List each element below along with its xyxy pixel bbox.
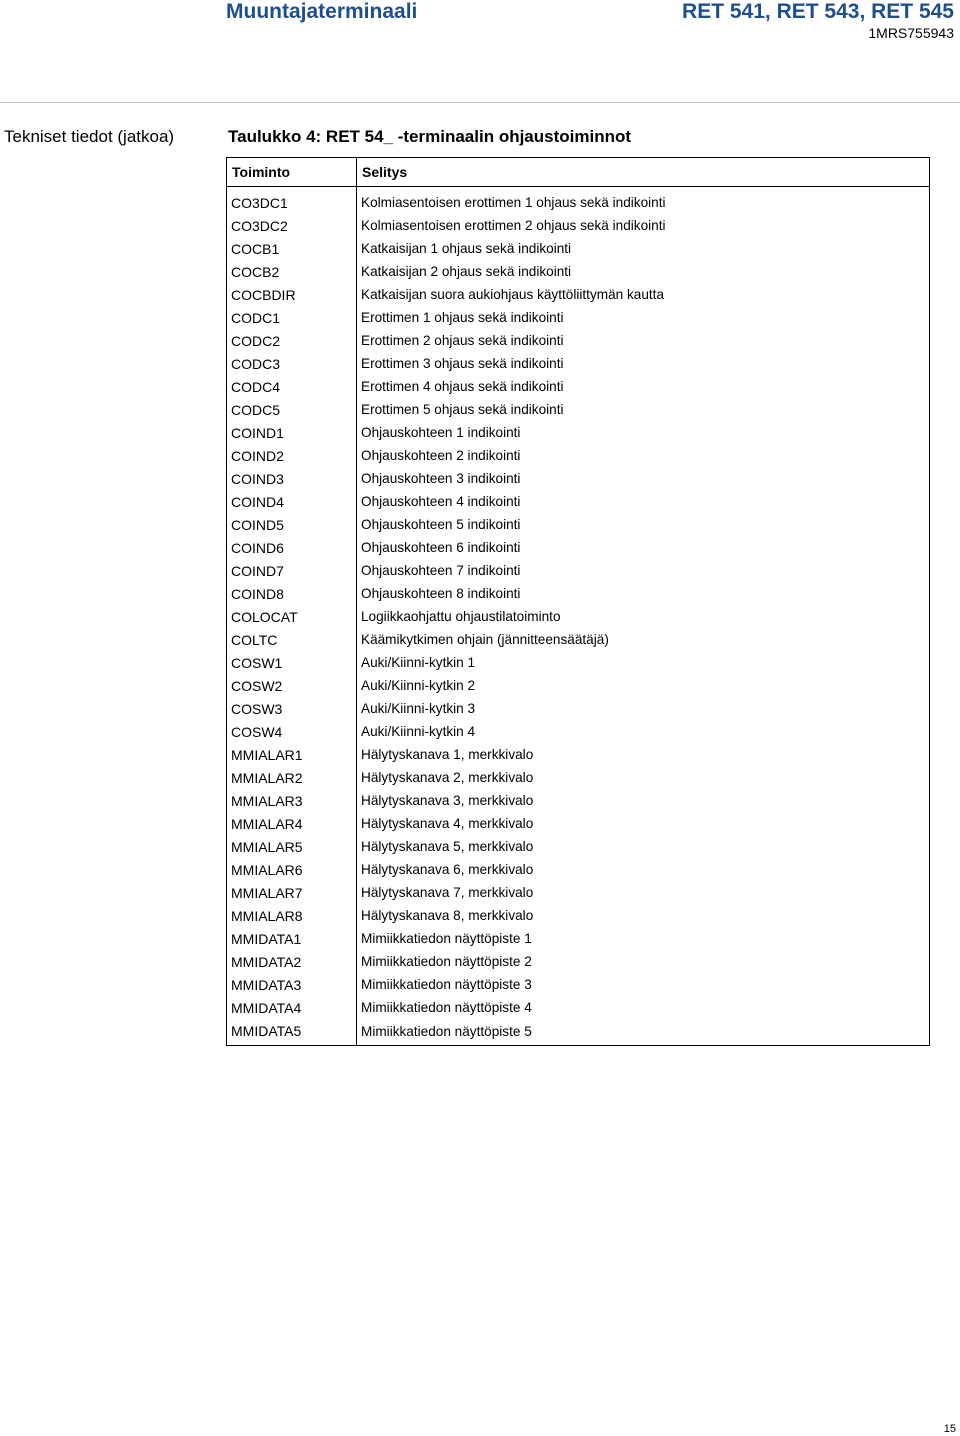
table-row <box>227 950 930 973</box>
function-description: Logiikkaohjattu ohjaustilatoiminto <box>357 605 930 628</box>
function-code: CO3DC1 <box>227 187 357 215</box>
function-code: MMIALAR7 <box>227 881 357 904</box>
function-description: Erottimen 2 ohjaus sekä indikointi <box>357 329 930 352</box>
document-id: 1MRS755943 <box>868 25 954 41</box>
function-code: CODC4 <box>227 375 357 398</box>
header-divider <box>0 102 960 103</box>
function-code: COIND7 <box>227 559 357 582</box>
function-code: MMIALAR1 <box>227 743 357 766</box>
function-description: Hälytyskanava 3, merkkivalo <box>357 789 930 812</box>
function-description: Katkaisijan 1 ohjaus sekä indikointi <box>357 237 930 260</box>
table-row <box>227 835 930 858</box>
function-description: Ohjauskohteen 5 indikointi <box>357 513 930 536</box>
function-code: COCBDIR <box>227 283 357 306</box>
function-description: Erottimen 4 ohjaus sekä indikointi <box>357 375 930 398</box>
table-row <box>227 812 930 835</box>
function-description: Ohjauskohteen 2 indikointi <box>357 444 930 467</box>
function-code: MMIALAR3 <box>227 789 357 812</box>
table-row <box>227 605 930 628</box>
table-row <box>227 674 930 697</box>
function-description: Mimiikkatiedon näyttöpiste 1 <box>357 927 930 950</box>
function-code: MMIALAR8 <box>227 904 357 927</box>
function-code: COSW4 <box>227 720 357 743</box>
function-code: CODC2 <box>227 329 357 352</box>
function-code: CODC5 <box>227 398 357 421</box>
function-code: COSW1 <box>227 651 357 674</box>
table-row <box>227 628 930 651</box>
function-code: COSW2 <box>227 674 357 697</box>
table-row <box>227 720 930 743</box>
table-row <box>227 467 930 490</box>
function-code: COIND8 <box>227 582 357 605</box>
table-row <box>227 904 930 927</box>
function-code: COIND6 <box>227 536 357 559</box>
table-row <box>227 789 930 812</box>
table-body <box>227 187 930 1046</box>
table-row <box>227 559 930 582</box>
function-description: Katkaisijan 2 ohjaus sekä indikointi <box>357 260 930 283</box>
function-description: Auki/Kiinni-kytkin 1 <box>357 651 930 674</box>
function-code: CODC1 <box>227 306 357 329</box>
function-code: MMIDATA3 <box>227 973 357 996</box>
function-description: Mimiikkatiedon näyttöpiste 2 <box>357 950 930 973</box>
function-description: Hälytyskanava 8, merkkivalo <box>357 904 930 927</box>
table-title: Taulukko 4: RET 54_ -terminaalin ohjaustoiminnot <box>228 127 632 146</box>
function-code: MMIDATA5 <box>227 1019 357 1046</box>
function-code: COLOCAT <box>227 605 357 628</box>
function-code: COIND3 <box>227 467 357 490</box>
section-label: Tekniset tiedot (jatkoa) <box>4 127 175 146</box>
table-row <box>227 283 930 306</box>
function-description: Auki/Kiinni-kytkin 4 <box>357 720 930 743</box>
function-description: Hälytyskanava 2, merkkivalo <box>357 766 930 789</box>
control-functions-table <box>226 157 930 1046</box>
function-code: COCB2 <box>227 260 357 283</box>
function-code: MMIALAR5 <box>227 835 357 858</box>
function-description: Hälytyskanava 5, merkkivalo <box>357 835 930 858</box>
table-row <box>227 444 930 467</box>
table-row <box>227 881 930 904</box>
table-row <box>227 214 930 237</box>
table-row <box>227 421 930 444</box>
function-code: COIND2 <box>227 444 357 467</box>
table-row <box>227 375 930 398</box>
function-description: Mimiikkatiedon näyttöpiste 3 <box>357 973 930 996</box>
table-row <box>227 490 930 513</box>
function-description: Kolmiasentoisen erottimen 2 ohjaus sekä indikointi <box>357 214 930 237</box>
function-code: MMIDATA2 <box>227 950 357 973</box>
table-row <box>227 536 930 559</box>
function-description: Erottimen 3 ohjaus sekä indikointi <box>357 352 930 375</box>
function-code: MMIALAR6 <box>227 858 357 881</box>
function-description: Auki/Kiinni-kytkin 3 <box>357 697 930 720</box>
function-description: Erottimen 1 ohjaus sekä indikointi <box>357 306 930 329</box>
table-header-row <box>227 158 930 187</box>
table-row <box>227 352 930 375</box>
function-code: MMIALAR2 <box>227 766 357 789</box>
function-description: Hälytyskanava 4, merkkivalo <box>357 812 930 835</box>
function-description: Käämikytkimen ohjain (jännitteensäätäjä) <box>357 628 930 651</box>
function-description: Ohjauskohteen 1 indikointi <box>357 421 930 444</box>
function-description: Mimiikkatiedon näyttöpiste 4 <box>357 996 930 1019</box>
table-row <box>227 927 930 950</box>
function-description: Auki/Kiinni-kytkin 2 <box>357 674 930 697</box>
column-header-description: Selitys <box>357 158 930 187</box>
page-number: 15 <box>943 1423 956 1435</box>
table-row <box>227 743 930 766</box>
table-row <box>227 1019 930 1046</box>
table-row <box>227 973 930 996</box>
table-row <box>227 237 930 260</box>
table-row <box>227 766 930 789</box>
table-row <box>227 260 930 283</box>
table-row <box>227 697 930 720</box>
table-row <box>227 329 930 352</box>
table-row <box>227 651 930 674</box>
table-row <box>227 513 930 536</box>
function-description: Hälytyskanava 1, merkkivalo <box>357 743 930 766</box>
product-name: RET 541, RET 543, RET 545 <box>682 0 954 23</box>
function-description: Kolmiasentoisen erottimen 1 ohjaus sekä indikointi <box>357 187 930 215</box>
function-code: COIND4 <box>227 490 357 513</box>
function-code: MMIALAR4 <box>227 812 357 835</box>
function-code: COIND5 <box>227 513 357 536</box>
function-description: Ohjauskohteen 6 indikointi <box>357 536 930 559</box>
function-description: Ohjauskohteen 4 indikointi <box>357 490 930 513</box>
table-row <box>227 996 930 1019</box>
table-row <box>227 582 930 605</box>
function-description: Hälytyskanava 7, merkkivalo <box>357 881 930 904</box>
function-description: Mimiikkatiedon näyttöpiste 5 <box>357 1019 930 1046</box>
function-code: MMIDATA4 <box>227 996 357 1019</box>
function-code: COLTC <box>227 628 357 651</box>
function-code: COSW3 <box>227 697 357 720</box>
function-code: MMIDATA1 <box>227 927 357 950</box>
function-code: COIND1 <box>227 421 357 444</box>
table-row <box>227 187 930 215</box>
function-code: CO3DC2 <box>227 214 357 237</box>
column-header-function: Toiminto <box>227 158 357 187</box>
function-description: Ohjauskohteen 3 indikointi <box>357 467 930 490</box>
function-description: Katkaisijan suora aukiohjaus käyttöliittymän kautta <box>357 283 930 306</box>
function-code: CODC3 <box>227 352 357 375</box>
function-description: Ohjauskohteen 8 indikointi <box>357 582 930 605</box>
document-title: Muuntajaterminaali <box>226 0 418 23</box>
function-description: Ohjauskohteen 7 indikointi <box>357 559 930 582</box>
function-description: Erottimen 5 ohjaus sekä indikointi <box>357 398 930 421</box>
function-description: Hälytyskanava 6, merkkivalo <box>357 858 930 881</box>
function-code: COCB1 <box>227 237 357 260</box>
table-row <box>227 306 930 329</box>
table-row <box>227 858 930 881</box>
table-row <box>227 398 930 421</box>
